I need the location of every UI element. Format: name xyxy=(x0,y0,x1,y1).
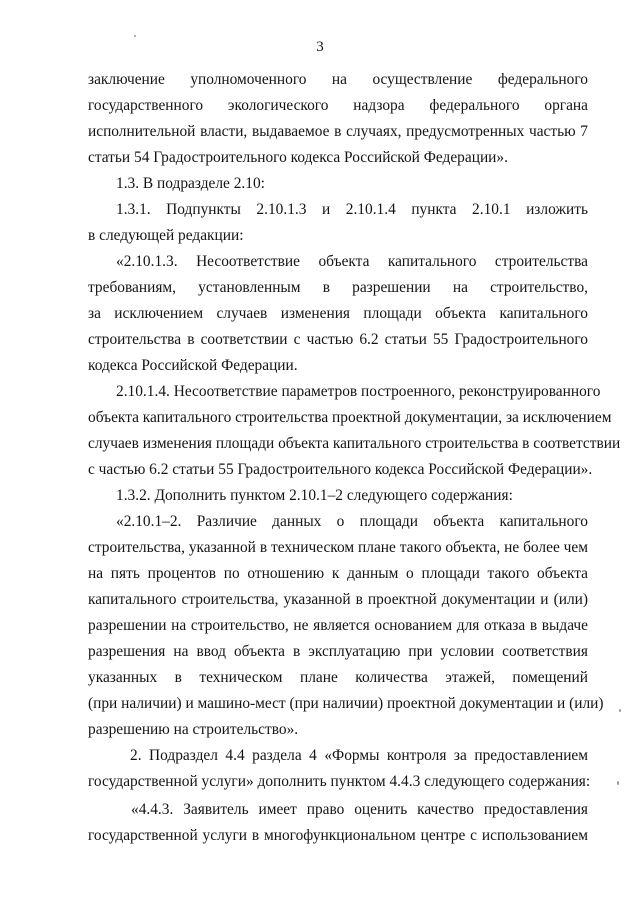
text-line: строительства, указанной в техническом плане такого объекта, не более чем xyxy=(88,539,588,556)
page-number: 3 xyxy=(316,39,324,55)
text-line: (при наличии) и машино-мест (при наличии) проектной документации и (или) xyxy=(88,695,604,712)
text-line: статьи 54 Градостроительного кодекса Российской Федерации». xyxy=(88,149,508,166)
text-line: государственной услуги в многофункциональном центре с использованием xyxy=(88,827,588,844)
text-line: разрешения на ввод объекта в эксплуатацию при условии соответствия xyxy=(88,643,588,660)
text-line: заключение уполномоченного на осуществление федерального xyxy=(88,71,588,88)
scan-speck xyxy=(619,709,621,712)
text-line: за исключением случаев изменения площади объекта капитального xyxy=(88,305,588,322)
text-line: разрешении на строительство, не является основанием для отказа в выдаче xyxy=(88,617,588,634)
text-line: кодекса Российской Федерации. xyxy=(88,357,298,374)
text-line: исполнительной власти, выдаваемое в случаях, предусмотренных частью 7 xyxy=(88,123,588,140)
scan-speck xyxy=(617,781,619,785)
text-line: «4.4.3. Заявитель имеет право оценить качество предоставления xyxy=(131,801,588,818)
text-line: случаев изменения площади объекта капитального строительства в соответствии xyxy=(88,435,621,452)
text-line: указанных в техническом плане количества этажей, помещений xyxy=(88,669,588,686)
text-line: в следующей редакции: xyxy=(88,227,244,244)
scan-speck xyxy=(134,35,136,37)
text-line: 1.3.2. Дополнить пунктом 2.10.1–2 следующего содержания: xyxy=(116,487,513,504)
text-line: на пять процентов по отношению к данным о площади такого объекта xyxy=(88,565,588,582)
text-line: капитального строительства, указанной в проектной документации и (или) xyxy=(88,591,588,608)
text-line: разрешению на строительство». xyxy=(88,721,299,738)
text-line: государственного экологического надзора федерального органа xyxy=(88,97,588,114)
text-line: «2.10.1–2. Различие данных о площади объекта капитального xyxy=(116,513,588,530)
text-line: 2. Подраздел 4.4 раздела 4 «Формы контроля за предоставлением xyxy=(130,747,588,764)
text-line: государственной услуги» дополнить пунктом 4.4.3 следующего содержания: xyxy=(88,773,591,790)
text-line: 2.10.1.4. Несоответствие параметров построенного, реконструированного xyxy=(116,383,601,400)
text-line: требованиям, установленным в разрешении на строительство, xyxy=(88,279,588,296)
text-line: «2.10.1.3. Несоответствие объекта капитального строительства xyxy=(116,253,588,270)
text-line: с частью 6.2 статьи 55 Градостроительного кодекса Российской Федерации». xyxy=(88,461,593,478)
text-line: объекта капитального строительства проектной документации, за исключением xyxy=(88,409,612,426)
text-line: строительства в соответствии с частью 6.2 статьи 55 Градостроительного xyxy=(88,331,588,348)
text-line: 1.3.1. Подпункты 2.10.1.3 и 2.10.1.4 пункта 2.10.1 изложить xyxy=(116,201,588,218)
section-heading: 1.3. В подразделе 2.10: xyxy=(116,175,265,192)
